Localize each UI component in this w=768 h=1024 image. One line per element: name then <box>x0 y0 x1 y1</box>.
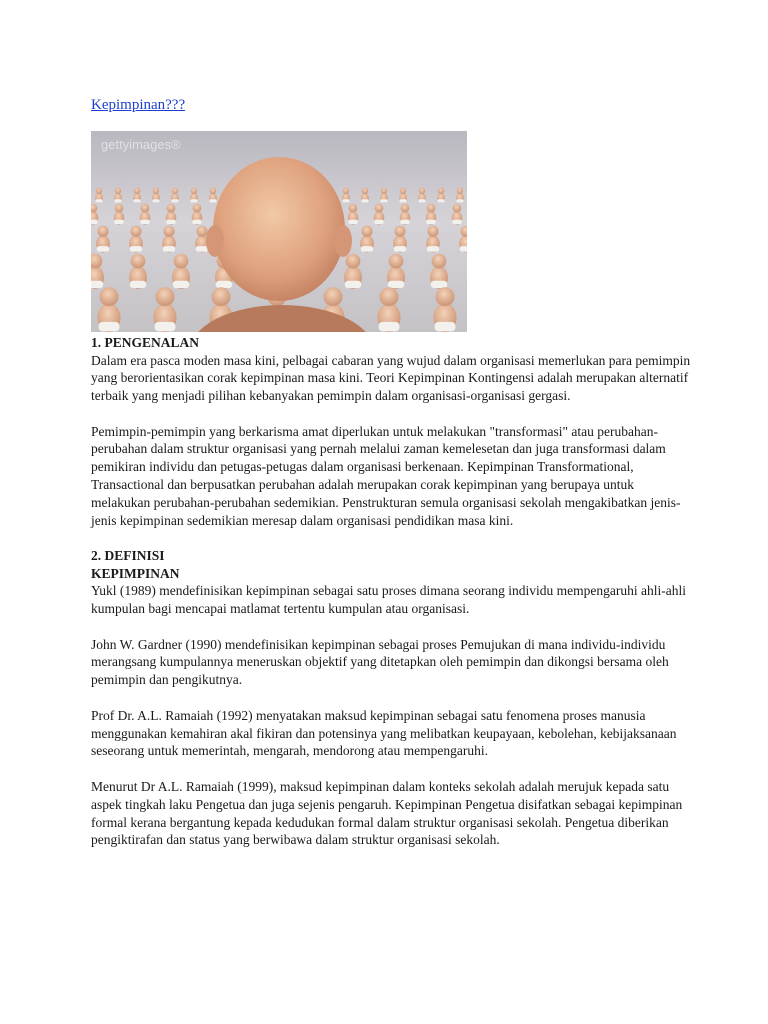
small-baby <box>162 226 176 253</box>
small-baby <box>190 188 198 203</box>
small-baby <box>433 287 456 332</box>
small-baby <box>456 188 464 203</box>
photo-illustration <box>91 131 467 332</box>
small-baby <box>399 188 407 203</box>
small-baby <box>344 254 362 289</box>
small-baby <box>430 254 448 289</box>
small-baby <box>140 204 151 225</box>
small-baby <box>426 204 437 225</box>
small-baby <box>114 188 122 203</box>
photo-watermark: gettyimages® <box>101 137 181 152</box>
small-baby <box>209 188 217 203</box>
small-baby <box>95 188 103 203</box>
big-baby-ear-left <box>206 225 224 257</box>
small-baby <box>361 188 369 203</box>
small-baby <box>114 204 125 225</box>
paragraph-2: Pemimpin-pemimpin yang berkarisma amat diperlukan untuk melakukan "transformasi" atau perubahan-perubahan dalam struktur organisasi yang pernah melalui zaman kemelesetan dan juga transformasi dalam pemikiran individu dan petugas-petugas dalam organisasi berkenaan. Kepimpinan Transformational, Transactional dan berpusatkan perubahan adalah merupakan corak kepimpinan yang berupaya untuk melakukan perubahan-perubahan sedemikian. Penstrukturan semula organisasi sekolah mengakibatkan jenis-jenis kepimpinan sedemikian meresap dalam organisasi pendidikan masa kini. <box>91 423 681 528</box>
small-baby <box>380 188 388 203</box>
paragraph-5: Prof Dr. A.L. Ramaiah (1992) menyatakan maksud kepimpinan sebagai satu fenomena proses manusia menggunakan kemahiran akal fikiran dan potensinya yang melibatkan keupayaan, kebolehan, kebijaksanaan seseorang untuk memerintah, mengarah, mendorong atau mempengaruhi. <box>91 707 677 759</box>
small-baby <box>192 204 203 225</box>
section-2-heading-line1: 2. DEFINISI <box>91 548 165 564</box>
small-baby <box>153 287 176 332</box>
paragraph-3: Yukl (1989) mendefinisikan kepimpinan sebagai satu proses dimana seorang individu mempengaruhi ahli-ahli kumpulan bagi mencapai matlamat tertentu kumpulan atau organisasi. <box>91 583 686 617</box>
paragraph-1: Dalam era pasca moden masa kini, pelbagai cabaran yang wujud dalam organisasi memerlukan para pemimpin yang berorientasikan corak kepimpinan masa kini. Teori Kepimpinan Kontingensi adalah merupakan alternatif terbaik yang menjadi pilihan kebanyakan pemimpin dalam organisasi-organisasi gergasi. <box>91 352 691 404</box>
title-link[interactable]: Kepimpinan??? <box>91 97 186 113</box>
small-baby <box>393 226 407 253</box>
section-1-heading: 1. PENGENALAN <box>91 335 200 350</box>
small-baby <box>418 188 426 203</box>
small-baby <box>97 287 120 332</box>
small-baby <box>348 204 359 225</box>
small-baby <box>452 204 463 225</box>
small-baby <box>129 226 143 253</box>
small-baby <box>133 188 141 203</box>
small-baby <box>400 204 411 225</box>
paragraph-6: Menurut Dr A.L. Ramaiah (1999), maksud kepimpinan dalam konteks sekolah adalah merujuk kepada satu aspek tingkah laku Pengetua dan juga sejenis pengaruh. Kepimpinan Pengetua disifatkan sebagai kepimpinan formal kerana bergantung kepada kedudukan formal dalam struktur organisasi sekolah. Pengetua diberikan pengiktirafan dan status yang berwibawa dalam struktur organisasi sekolah. <box>91 779 683 848</box>
babies-photo <box>91 131 467 332</box>
small-baby <box>437 188 445 203</box>
small-baby <box>96 226 110 253</box>
small-baby <box>171 188 179 203</box>
small-baby <box>360 226 374 253</box>
small-baby <box>152 188 160 203</box>
small-baby <box>172 254 190 289</box>
small-baby <box>377 287 400 332</box>
small-baby <box>426 226 440 253</box>
small-baby <box>387 254 405 289</box>
small-baby <box>374 204 385 225</box>
paragraph-4: John W. Gardner (1990) mendefinisikan kepimpinan sebagai proses Pemujukan di mana individu-individu merangsang kumpulannya meneruskan objektif yang ditetapkan oleh pemimpin dan dikongsi bersama oleh pemimpin dan pengikutnya. <box>91 636 669 688</box>
big-baby-ear-right <box>334 225 352 257</box>
big-baby-head <box>213 157 345 301</box>
section-2-heading-line2: KEPIMPINAN <box>91 565 180 581</box>
small-baby <box>129 254 147 289</box>
small-baby <box>342 188 350 203</box>
small-baby <box>166 204 177 225</box>
document-page <box>91 96 691 849</box>
small-baby <box>91 254 104 289</box>
